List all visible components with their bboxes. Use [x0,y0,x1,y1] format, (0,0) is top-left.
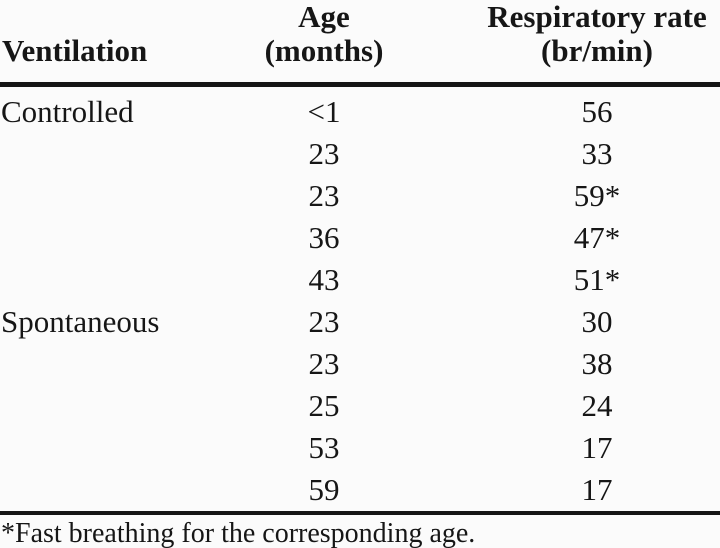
respiratory-rate-cell: 24 [581,388,613,423]
respiratory-rate-header-line2: (br/min) [541,33,653,68]
age-cell: 43 [308,262,340,297]
table-row [0,385,720,427]
ventilation-header-label: Ventilation [2,33,148,68]
respiratory-rate-cell: 33 [581,136,613,171]
table-row [0,343,720,385]
age-cell: 59 [308,472,340,507]
respiratory-rate-cell: 56 [581,94,613,129]
respiratory-rate-cell: 47* [573,220,621,255]
respiratory-rate-cell: 59* [573,178,621,213]
age-header-line2: (months) [264,33,384,68]
respiratory-rate-header-line1: Respiratory rate [487,0,707,34]
age-cell: 25 [308,388,340,423]
table-header-row [0,0,720,87]
table-row [0,91,720,133]
table-row [0,217,720,259]
table-row [0,259,720,301]
table-row [0,175,720,217]
table-row [0,301,720,343]
respiratory-rate-cell: 17 [581,472,613,507]
age-cell: 23 [308,304,340,339]
table-row [0,469,720,511]
age-cell: 53 [308,430,340,465]
table-footnote: *Fast breathing for the corresponding age. [1,518,476,548]
table-body [0,87,720,511]
respiratory-rate-cell: 38 [581,346,613,381]
age-header-line1: Age [298,0,350,34]
age-column-header [244,0,404,82]
ventilation-cell: Controlled [1,94,134,129]
table-row [0,133,720,175]
ventilation-column-header [0,0,244,82]
respiratory-rate-cell: 17 [581,430,613,465]
age-cell: <1 [307,94,341,129]
age-cell: 36 [308,220,340,255]
age-cell: 23 [308,346,340,381]
respiratory-rate-column-header [404,0,720,82]
table-row [0,427,720,469]
age-cell: 23 [308,136,340,171]
respiratory-rate-cell: 51* [573,262,621,297]
age-cell: 23 [308,178,340,213]
respiratory-rate-cell: 30 [581,304,613,339]
ventilation-cell: Spontaneous [1,304,160,339]
